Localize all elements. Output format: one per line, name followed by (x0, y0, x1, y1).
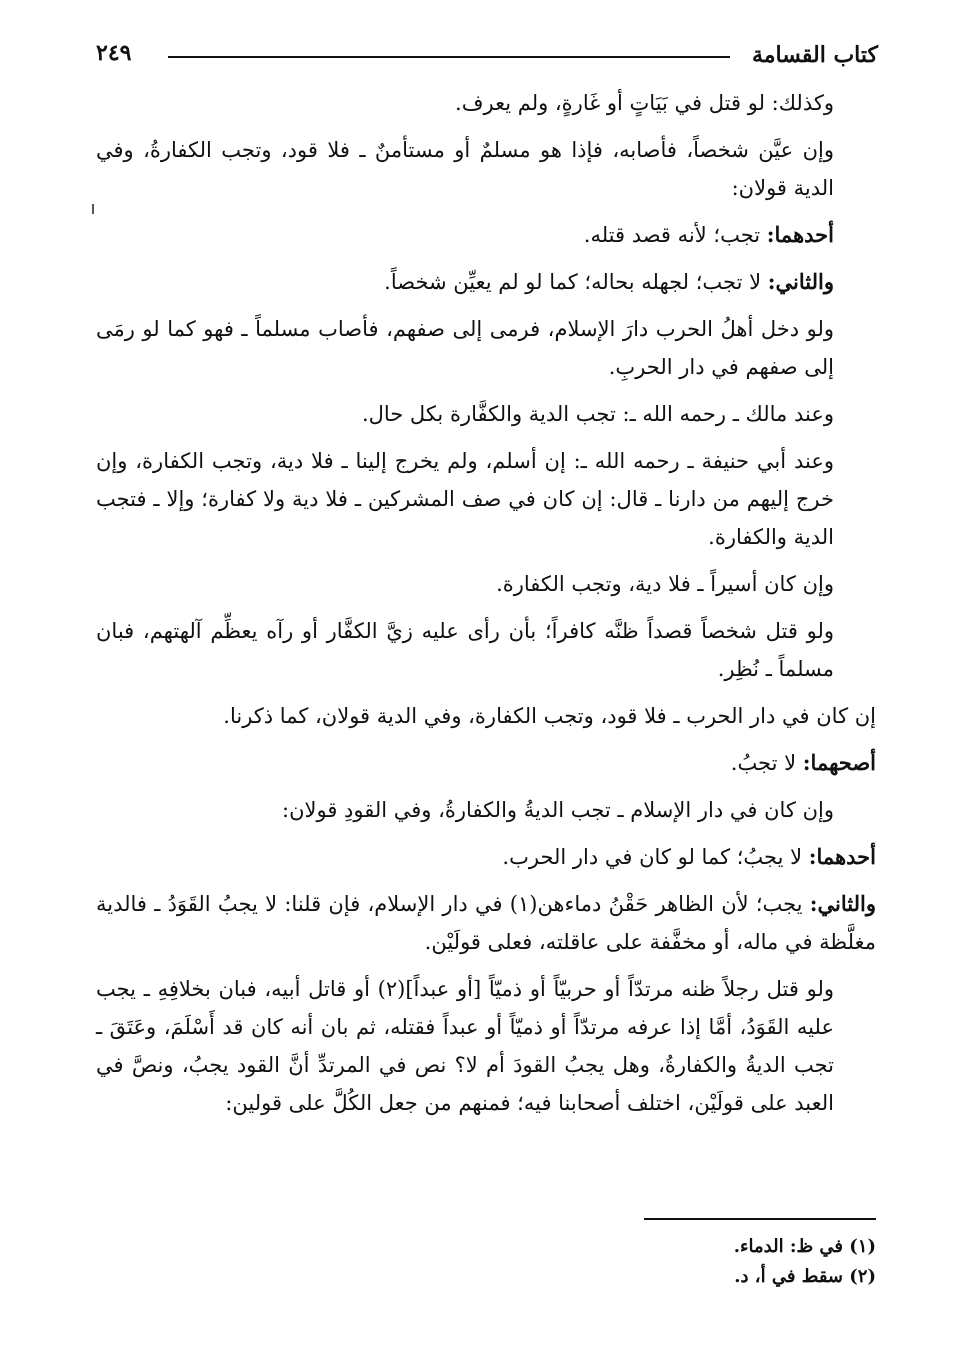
paragraph: ولو قتل شخصاً قصداً ظنَّه كافراً؛ بأن رأى عليه زيَّ الكفَّار أو رآه يعظِّم آلهتهم، فبان مسلماً ـ نُظِر. (96, 619, 834, 681)
footnote: (٢) سقط في أ، د. (734, 1266, 876, 1287)
paragraph: إن كان في دار الحرب ـ فلا قود، وتجب الكفارة، وفي الدية قولان، كما ذكرنا. (223, 704, 876, 728)
running-header (96, 38, 878, 78)
paragraph: وعند مالك ـ رحمه الله ـ: تجب الدية والكفَّارة بكل حال. (361, 402, 834, 426)
paragraph: أصحهما: لا تجبُ. (730, 750, 876, 775)
paragraph: والثاني: لا تجب؛ لجهله بحاله؛ كما لو لم يعيِّن شخصاً. (384, 269, 834, 294)
paragraph: وإن عيَّن شخصاً، فأصابه، فإذا هو مسلمٌ أو مستأمنٌ ـ فلا قود، وتجب الكفارةُ، وفي الدية قولان: (96, 138, 834, 200)
paragraph: ولو قتل رجلاً ظنه مرتدّاً أو حربيّاً أو ذميّاً [أو عبداً](٢) أو قاتل أبيه، فبان بخلافِهِ ـ يجب عليه القَوَدُ، أمَّا إذا عرفه مرتدّاً أو ذميّاً أو عبداً فقتله، ثم بان أنه كان قد أَسْلَمَ، وعَتَقَ ـ تجب الديةُ والكفارةُ، وهل يجبُ القودَ أم لا؟ نص في المرتدِّ أنَّ القود يجبُ، ونصَّ في العبد على قولَيْن، اختلف أصحابنا فيه؛ فمنهم من جعل الكُلَّ على قولين: (96, 977, 834, 1115)
paragraph: ولو دخل أهلُ الحرب دارَ الإسلام، فرمى إلى صفهم، فأصاب مسلماً ـ فهو كما لو رمَى إلى صفهم في دار الحربِ. (96, 317, 834, 379)
paragraph: وإن كان أسيراً ـ فلا دية، وتجب الكفارة. (496, 572, 834, 596)
footnotes (376, 1232, 876, 1292)
header-rule (168, 56, 730, 58)
footnote-rule (644, 1218, 876, 1220)
paragraph: والثاني: يجب؛ لأن الظاهر حَقْنُ دماءهن(١) في دار الإسلام، فإن قلنا: لا يجبُ القَوَدُ ـ فالدية مغلَّظة في ماله، أو مخفَّفة على عاقلته، فعلى قولَيْن. (96, 891, 876, 954)
main-text (96, 84, 876, 1131)
paragraph: أحدهما: تجب؛ لأنه قصد قتله. (583, 222, 834, 247)
footnote: (١) في ظ: الدماء. (733, 1236, 876, 1257)
paragraph: وكذلك: لو قتل في بَيَاتٍ أو غَارةٍ، ولم يعرف. (455, 91, 834, 115)
margin-mark (92, 204, 94, 214)
chapter-title: كتاب القسامة (751, 42, 878, 68)
page-number: ٢٤٩ (96, 40, 132, 66)
paragraph: وإن كان في دار الإسلام ـ تجب الديةُ والكفارةُ، وفي القودِ قولان: (282, 798, 834, 822)
paragraph: وعند أبي حنيفة ـ رحمه الله ـ: إن أسلم، ولم يخرج إلينا ـ فلا دية، وتجب الكفارة، وإن خرج إليهم من دارنا ـ قال: إن كان في صف المشركين ـ فلا دية ولا كفارة؛ وإلا ـ فتجب الدية والكفارة. (96, 449, 834, 549)
paragraph: أحدهما: لا يجبُ؛ كما لو كان في دار الحرب. (502, 844, 876, 869)
